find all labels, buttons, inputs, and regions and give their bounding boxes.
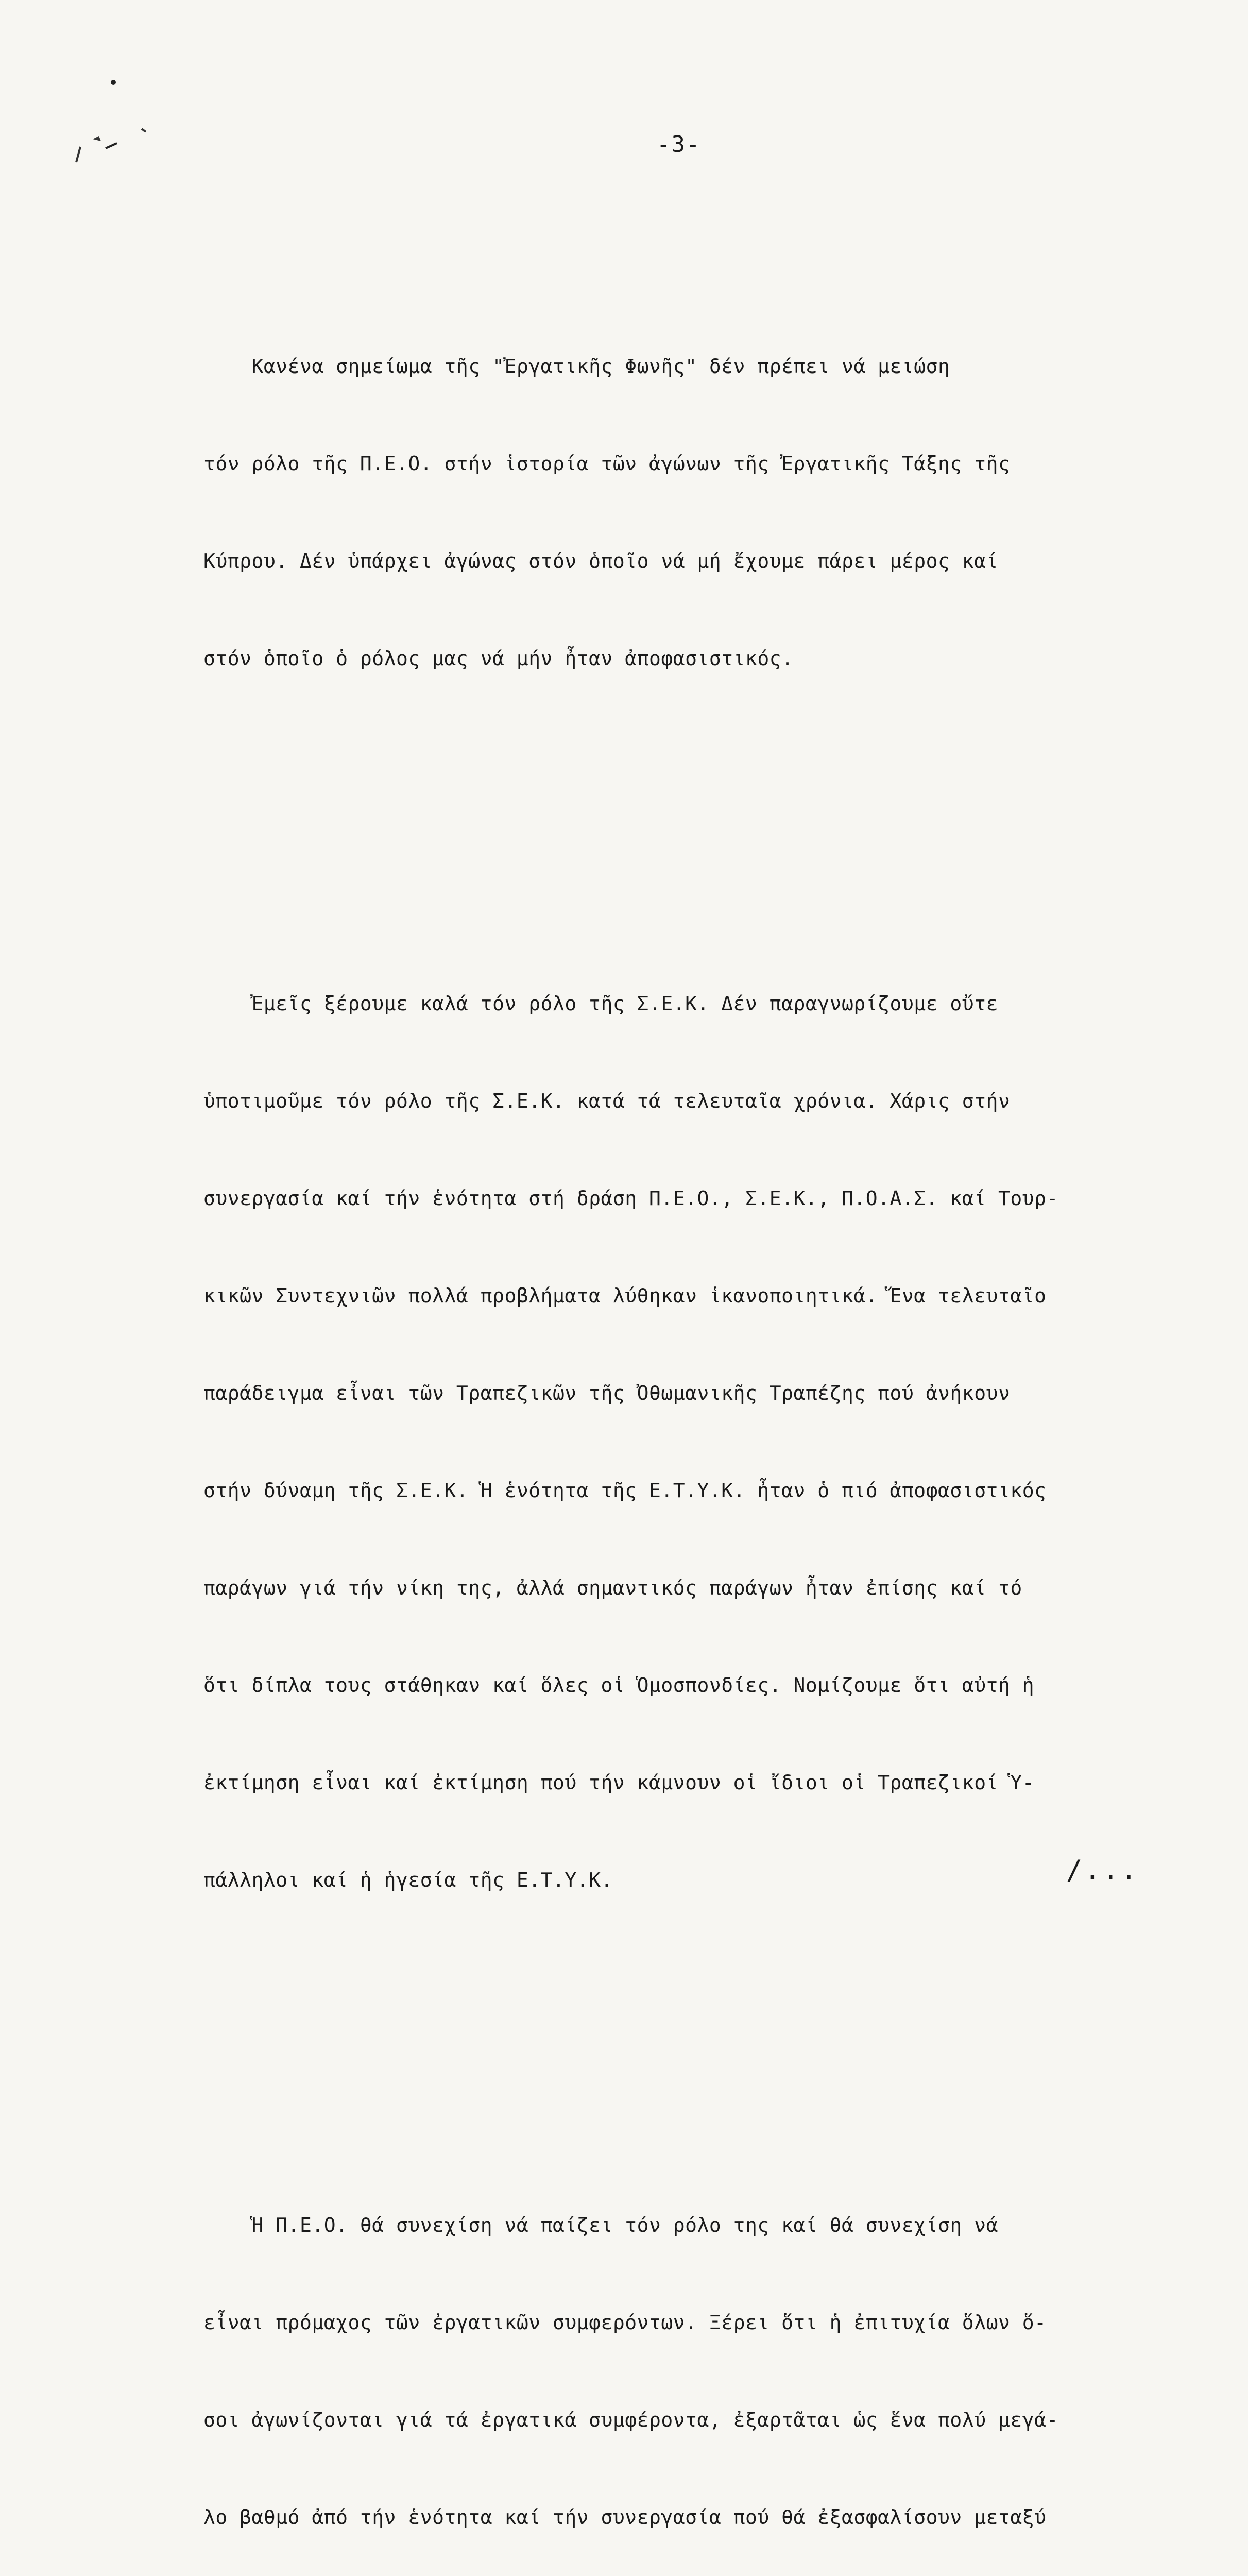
- text-line: Κανένα σημείωμα τῆς "Ἐργατικῆς Φωνῆς" δέν πρέπει νά μειώση: [203, 355, 950, 378]
- continuation-mark: /...: [1066, 1855, 1139, 1886]
- ink-dot: [111, 80, 116, 85]
- paragraph-2: [203, 923, 1208, 1961]
- text-line: σοι ἀγωνίζονται γιά τά ἐργατικά συμφέροντα, ἐξαρτᾶται ὡς ἕνα πολύ μεγά-: [203, 2409, 1058, 2431]
- text-line: Κύπρου. Δέν ὑπάρχει ἀγώνας στόν ὁποῖο νά μή ἔχουμε πάρει μέρος καί: [203, 550, 998, 572]
- text-line: ἐκτίμηση εἶναι καί ἐκτίμηση πού τήν κάμνουν οἱ ἴδιοι οἱ Τραπεζικοί Ὑ-: [203, 1771, 1035, 1794]
- text-line: παράγων γιά τήν νίκη της, ἀλλά σημαντικός παράγων ἦταν ἐπίσης καί τό: [203, 1577, 1022, 1599]
- text-line: εἶναι πρόμαχος τῶν ἐργατικῶν συμφερόντων. Ξέρει ὅτι ἡ ἐπιτυχία ὅλων ὅ-: [203, 2311, 1047, 2334]
- paragraph-1: [203, 285, 1208, 740]
- text-line: στόν ὁποῖο ὁ ρόλος μας νά μήν ἦταν ἀποφασιστικός.: [203, 647, 794, 670]
- text-line: πάλληλοι καί ἡ ἡγεσία τῆς Ε.Τ.Υ.Κ.: [203, 1869, 613, 1891]
- text-line: Ἡ Π.Ε.Ο. θά συνεχίση νά παίζει τόν ρόλο της καί θά συνεχίση νά: [203, 2214, 998, 2236]
- text-line: συνεργασία καί τήν ἑνότητα στή δράση Π.Ε.Ο., Σ.Ε.Κ., Π.Ο.Α.Σ. καί Τουρ-: [203, 1187, 1058, 1210]
- document-body: [203, 188, 1208, 2576]
- page-number: -3-: [657, 131, 701, 158]
- scan-marks: [36, 62, 149, 165]
- text-line: κικῶν Συντεχνιῶν πολλά προβλήματα λύθηκαν ἱκανοποιητικά. Ἕνα τελευταῖο: [203, 1284, 1047, 1307]
- ink-stroke: [106, 143, 117, 148]
- text-line: Ἐμεῖς ξέρουμε καλά τόν ρόλο τῆς Σ.Ε.Κ. Δέν παραγνωρίζουμε οὔτε: [203, 992, 998, 1015]
- text-line: στήν δύναμη τῆς Σ.Ε.Κ. Ἡ ἑνότητα τῆς Ε.Τ.Υ.Κ. ἦταν ὁ πιό ἀποφασιστικός: [203, 1479, 1047, 1502]
- paragraph-3: [203, 2144, 1208, 2576]
- text-line: λο βαθμό ἀπό τήν ἑνότητα καί τήν συνεργασία πού θά ἐξασφαλίσουν μεταξύ: [203, 2506, 1047, 2529]
- text-line: ὑποτιμοῦμε τόν ρόλο τῆς Σ.Ε.Κ. κατά τά τελευταῖα χρόνια. Χάρις στήν: [203, 1090, 1011, 1112]
- text-line: τόν ρόλο τῆς Π.Ε.Ο. στήν ἱστορία τῶν ἀγώνων τῆς Ἐργατικῆς Τάξης τῆς: [203, 452, 1011, 475]
- text-line: παράδειγμα εἶναι τῶν Τραπεζικῶν τῆς Ὀθωμανικῆς Τραπέζης πού ἀνήκουν: [203, 1382, 1011, 1404]
- ink-mark: [93, 136, 101, 141]
- ink-stroke: [142, 129, 146, 132]
- ink-stroke: [76, 147, 80, 162]
- text-line: ὅτι δίπλα τους στάθηκαν καί ὅλες οἱ Ὁμοσπονδίες. Νομίζουμε ὅτι αὐτή ἡ: [203, 1674, 1035, 1697]
